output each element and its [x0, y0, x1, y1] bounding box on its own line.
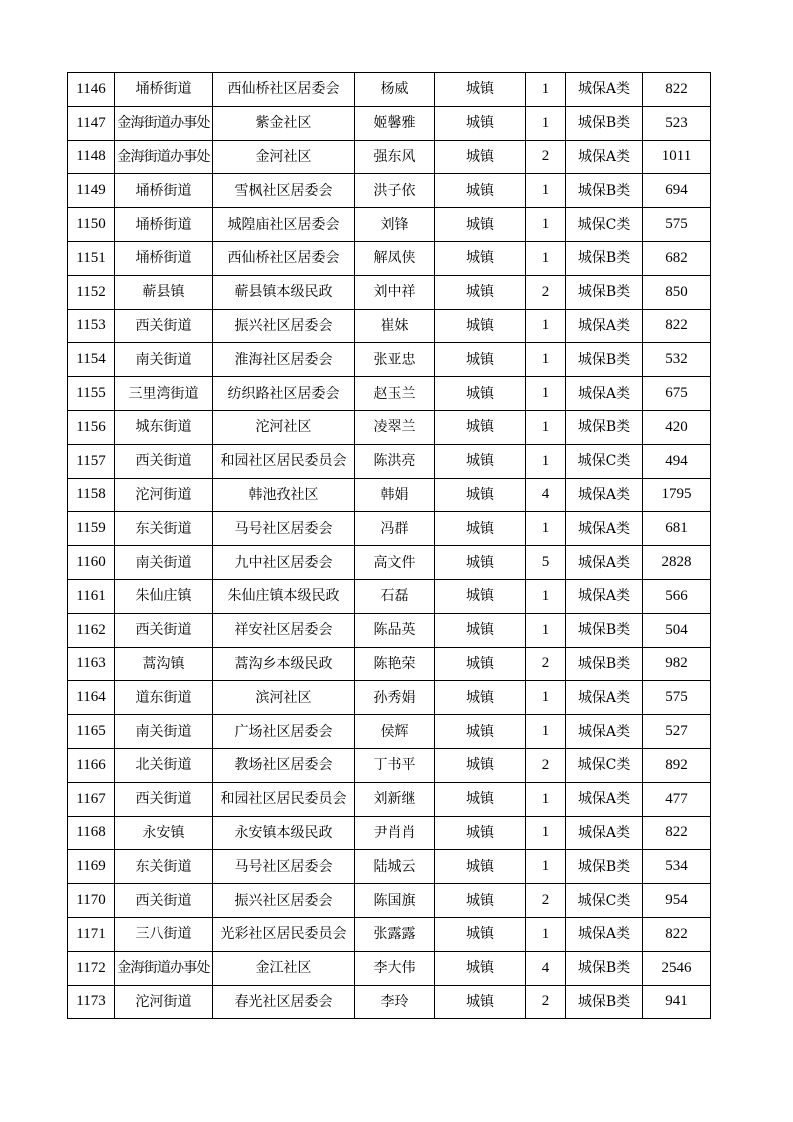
- community-cell: 纺织路社区居委会: [213, 377, 355, 411]
- household-type-cell: 城镇: [435, 951, 526, 985]
- community-cell: 光彩社区居民委员会: [213, 917, 355, 951]
- household-size-cell: 1: [526, 377, 566, 411]
- table-row: [68, 884, 711, 918]
- insurance-category-cell: 城保C类: [566, 748, 643, 782]
- table-row: [68, 647, 711, 681]
- recipient-name-cell: 崔妹: [355, 309, 435, 343]
- insurance-category-cell: 城保C类: [566, 208, 643, 242]
- household-size-cell: 1: [526, 512, 566, 546]
- relief-roster-table: [67, 72, 711, 1019]
- recipient-name-cell: 高文件: [355, 546, 435, 580]
- subdistrict-cell: 南关街道: [115, 546, 213, 580]
- insurance-category-cell: 城保A类: [566, 715, 643, 749]
- table-row: [68, 985, 711, 1019]
- community-cell: 城隍庙社区居委会: [213, 208, 355, 242]
- insurance-category-cell: 城保B类: [566, 241, 643, 275]
- household-size-cell: 2: [526, 140, 566, 174]
- amount-cell: 523: [643, 106, 711, 140]
- household-size-cell: 1: [526, 73, 566, 107]
- recipient-name-cell: 李大伟: [355, 951, 435, 985]
- subdistrict-cell: 道东街道: [115, 681, 213, 715]
- household-size-cell: 1: [526, 579, 566, 613]
- community-cell: 朱仙庄镇本级民政: [213, 579, 355, 613]
- table-row: [68, 850, 711, 884]
- row-number-cell: 1159: [68, 512, 115, 546]
- subdistrict-cell: 三八街道: [115, 917, 213, 951]
- household-size-cell: 1: [526, 410, 566, 444]
- insurance-category-cell: 城保B类: [566, 613, 643, 647]
- recipient-name-cell: 刘锋: [355, 208, 435, 242]
- amount-cell: 534: [643, 850, 711, 884]
- table-row: [68, 681, 711, 715]
- subdistrict-cell: 西关街道: [115, 444, 213, 478]
- community-cell: 雪枫社区居委会: [213, 174, 355, 208]
- subdistrict-cell: 埇桥街道: [115, 73, 213, 107]
- subdistrict-cell: 金海街道办事处: [115, 140, 213, 174]
- table-row: [68, 546, 711, 580]
- insurance-category-cell: 城保B类: [566, 106, 643, 140]
- row-number-cell: 1147: [68, 106, 115, 140]
- recipient-name-cell: 陈品英: [355, 613, 435, 647]
- table-row: [68, 140, 711, 174]
- household-type-cell: 城镇: [435, 343, 526, 377]
- household-type-cell: 城镇: [435, 579, 526, 613]
- table-row: [68, 241, 711, 275]
- subdistrict-cell: 西关街道: [115, 782, 213, 816]
- table-row: [68, 73, 711, 107]
- row-number-cell: 1160: [68, 546, 115, 580]
- household-size-cell: 1: [526, 816, 566, 850]
- community-cell: 沱河社区: [213, 410, 355, 444]
- recipient-name-cell: 冯群: [355, 512, 435, 546]
- subdistrict-cell: 埇桥街道: [115, 241, 213, 275]
- community-cell: 滨河社区: [213, 681, 355, 715]
- subdistrict-cell: 朱仙庄镇: [115, 579, 213, 613]
- table-row: [68, 715, 711, 749]
- recipient-name-cell: 杨威: [355, 73, 435, 107]
- household-size-cell: 1: [526, 850, 566, 884]
- table-row: [68, 343, 711, 377]
- table-row: [68, 816, 711, 850]
- subdistrict-cell: 城东街道: [115, 410, 213, 444]
- recipient-name-cell: 解凤侠: [355, 241, 435, 275]
- subdistrict-cell: 蒿沟镇: [115, 647, 213, 681]
- row-number-cell: 1166: [68, 748, 115, 782]
- subdistrict-cell: 东关街道: [115, 512, 213, 546]
- recipient-name-cell: 尹肖肖: [355, 816, 435, 850]
- community-cell: 和园社区居民委员会: [213, 782, 355, 816]
- community-cell: 振兴社区居委会: [213, 884, 355, 918]
- household-type-cell: 城镇: [435, 782, 526, 816]
- insurance-category-cell: 城保A类: [566, 546, 643, 580]
- row-number-cell: 1151: [68, 241, 115, 275]
- household-type-cell: 城镇: [435, 73, 526, 107]
- insurance-category-cell: 城保B类: [566, 275, 643, 309]
- insurance-category-cell: 城保A类: [566, 579, 643, 613]
- community-cell: 九中社区居委会: [213, 546, 355, 580]
- household-type-cell: 城镇: [435, 309, 526, 343]
- recipient-name-cell: 姬馨雅: [355, 106, 435, 140]
- household-size-cell: 1: [526, 208, 566, 242]
- row-number-cell: 1146: [68, 73, 115, 107]
- community-cell: 蕲县镇本级民政: [213, 275, 355, 309]
- row-number-cell: 1149: [68, 174, 115, 208]
- household-size-cell: 1: [526, 613, 566, 647]
- household-type-cell: 城镇: [435, 174, 526, 208]
- household-size-cell: 1: [526, 681, 566, 715]
- amount-cell: 2546: [643, 951, 711, 985]
- community-cell: 蒿沟乡本级民政: [213, 647, 355, 681]
- household-type-cell: 城镇: [435, 275, 526, 309]
- community-cell: 马号社区居委会: [213, 512, 355, 546]
- row-number-cell: 1168: [68, 816, 115, 850]
- table-row: [68, 309, 711, 343]
- table-row: [68, 174, 711, 208]
- community-cell: 春光社区居委会: [213, 985, 355, 1019]
- insurance-category-cell: 城保A类: [566, 816, 643, 850]
- row-number-cell: 1163: [68, 647, 115, 681]
- subdistrict-cell: 埇桥街道: [115, 208, 213, 242]
- household-type-cell: 城镇: [435, 377, 526, 411]
- insurance-category-cell: 城保B类: [566, 985, 643, 1019]
- subdistrict-cell: 埇桥街道: [115, 174, 213, 208]
- community-cell: 西仙桥社区居委会: [213, 73, 355, 107]
- subdistrict-cell: 金海街道办事处: [115, 106, 213, 140]
- insurance-category-cell: 城保C类: [566, 884, 643, 918]
- household-type-cell: 城镇: [435, 985, 526, 1019]
- row-number-cell: 1167: [68, 782, 115, 816]
- table-row: [68, 478, 711, 512]
- household-size-cell: 1: [526, 106, 566, 140]
- household-type-cell: 城镇: [435, 850, 526, 884]
- household-size-cell: 1: [526, 917, 566, 951]
- community-cell: 永安镇本级民政: [213, 816, 355, 850]
- insurance-category-cell: 城保B类: [566, 343, 643, 377]
- subdistrict-cell: 永安镇: [115, 816, 213, 850]
- amount-cell: 675: [643, 377, 711, 411]
- subdistrict-cell: 蕲县镇: [115, 275, 213, 309]
- household-size-cell: 1: [526, 174, 566, 208]
- household-size-cell: 5: [526, 546, 566, 580]
- insurance-category-cell: 城保B类: [566, 174, 643, 208]
- subdistrict-cell: 沱河街道: [115, 478, 213, 512]
- recipient-name-cell: 张亚忠: [355, 343, 435, 377]
- recipient-name-cell: 李玲: [355, 985, 435, 1019]
- subdistrict-cell: 北关街道: [115, 748, 213, 782]
- recipient-name-cell: 侯辉: [355, 715, 435, 749]
- household-type-cell: 城镇: [435, 681, 526, 715]
- amount-cell: 822: [643, 917, 711, 951]
- amount-cell: 1011: [643, 140, 711, 174]
- community-cell: 振兴社区居委会: [213, 309, 355, 343]
- row-number-cell: 1170: [68, 884, 115, 918]
- recipient-name-cell: 洪子依: [355, 174, 435, 208]
- community-cell: 金河社区: [213, 140, 355, 174]
- row-number-cell: 1154: [68, 343, 115, 377]
- amount-cell: 850: [643, 275, 711, 309]
- amount-cell: 575: [643, 681, 711, 715]
- household-size-cell: 1: [526, 309, 566, 343]
- amount-cell: 575: [643, 208, 711, 242]
- table-row: [68, 613, 711, 647]
- recipient-name-cell: 陈国旗: [355, 884, 435, 918]
- household-size-cell: 1: [526, 715, 566, 749]
- row-number-cell: 1152: [68, 275, 115, 309]
- household-type-cell: 城镇: [435, 208, 526, 242]
- recipient-name-cell: 刘中祥: [355, 275, 435, 309]
- amount-cell: 681: [643, 512, 711, 546]
- insurance-category-cell: 城保A类: [566, 377, 643, 411]
- recipient-name-cell: 陈洪亮: [355, 444, 435, 478]
- amount-cell: 527: [643, 715, 711, 749]
- table-row: [68, 782, 711, 816]
- household-type-cell: 城镇: [435, 106, 526, 140]
- household-type-cell: 城镇: [435, 140, 526, 174]
- subdistrict-cell: 沱河街道: [115, 985, 213, 1019]
- household-type-cell: 城镇: [435, 884, 526, 918]
- row-number-cell: 1158: [68, 478, 115, 512]
- row-number-cell: 1171: [68, 917, 115, 951]
- community-cell: 金江社区: [213, 951, 355, 985]
- household-type-cell: 城镇: [435, 748, 526, 782]
- recipient-name-cell: 凌翠兰: [355, 410, 435, 444]
- community-cell: 教场社区居委会: [213, 748, 355, 782]
- insurance-category-cell: 城保B类: [566, 647, 643, 681]
- row-number-cell: 1169: [68, 850, 115, 884]
- amount-cell: 1795: [643, 478, 711, 512]
- household-type-cell: 城镇: [435, 647, 526, 681]
- table-row: [68, 377, 711, 411]
- household-size-cell: 2: [526, 884, 566, 918]
- household-type-cell: 城镇: [435, 613, 526, 647]
- insurance-category-cell: 城保A类: [566, 140, 643, 174]
- community-cell: 紫金社区: [213, 106, 355, 140]
- amount-cell: 566: [643, 579, 711, 613]
- row-number-cell: 1173: [68, 985, 115, 1019]
- subdistrict-cell: 西关街道: [115, 613, 213, 647]
- table-row: [68, 275, 711, 309]
- amount-cell: 941: [643, 985, 711, 1019]
- insurance-category-cell: 城保C类: [566, 444, 643, 478]
- amount-cell: 494: [643, 444, 711, 478]
- table-row: [68, 748, 711, 782]
- amount-cell: 694: [643, 174, 711, 208]
- community-cell: 马号社区居委会: [213, 850, 355, 884]
- household-size-cell: 2: [526, 748, 566, 782]
- amount-cell: 822: [643, 73, 711, 107]
- household-size-cell: 2: [526, 985, 566, 1019]
- insurance-category-cell: 城保A类: [566, 73, 643, 107]
- insurance-category-cell: 城保A类: [566, 917, 643, 951]
- amount-cell: 504: [643, 613, 711, 647]
- row-number-cell: 1153: [68, 309, 115, 343]
- insurance-category-cell: 城保A类: [566, 309, 643, 343]
- household-type-cell: 城镇: [435, 410, 526, 444]
- household-type-cell: 城镇: [435, 512, 526, 546]
- row-number-cell: 1156: [68, 410, 115, 444]
- insurance-category-cell: 城保A类: [566, 782, 643, 816]
- table-row: [68, 106, 711, 140]
- insurance-category-cell: 城保B类: [566, 951, 643, 985]
- amount-cell: 682: [643, 241, 711, 275]
- table-row: [68, 512, 711, 546]
- row-number-cell: 1157: [68, 444, 115, 478]
- household-size-cell: 2: [526, 275, 566, 309]
- recipient-name-cell: 陆城云: [355, 850, 435, 884]
- household-type-cell: 城镇: [435, 816, 526, 850]
- table-row: [68, 208, 711, 242]
- household-type-cell: 城镇: [435, 444, 526, 478]
- table-row: [68, 444, 711, 478]
- household-size-cell: 1: [526, 782, 566, 816]
- amount-cell: 477: [643, 782, 711, 816]
- amount-cell: 822: [643, 309, 711, 343]
- household-type-cell: 城镇: [435, 917, 526, 951]
- household-size-cell: 4: [526, 478, 566, 512]
- recipient-name-cell: 石磊: [355, 579, 435, 613]
- subdistrict-cell: 三里湾街道: [115, 377, 213, 411]
- community-cell: 西仙桥社区居委会: [213, 241, 355, 275]
- recipient-name-cell: 陈艳荣: [355, 647, 435, 681]
- amount-cell: 532: [643, 343, 711, 377]
- insurance-category-cell: 城保A类: [566, 478, 643, 512]
- amount-cell: 982: [643, 647, 711, 681]
- community-cell: 淮海社区居委会: [213, 343, 355, 377]
- household-size-cell: 1: [526, 241, 566, 275]
- household-size-cell: 1: [526, 343, 566, 377]
- community-cell: 广场社区居委会: [213, 715, 355, 749]
- recipient-name-cell: 强东风: [355, 140, 435, 174]
- row-number-cell: 1155: [68, 377, 115, 411]
- subdistrict-cell: 南关街道: [115, 715, 213, 749]
- insurance-category-cell: 城保B类: [566, 410, 643, 444]
- recipient-name-cell: 赵玉兰: [355, 377, 435, 411]
- insurance-category-cell: 城保A类: [566, 681, 643, 715]
- row-number-cell: 1148: [68, 140, 115, 174]
- insurance-category-cell: 城保B类: [566, 850, 643, 884]
- subdistrict-cell: 东关街道: [115, 850, 213, 884]
- household-type-cell: 城镇: [435, 241, 526, 275]
- recipient-name-cell: 韩娟: [355, 478, 435, 512]
- amount-cell: 822: [643, 816, 711, 850]
- amount-cell: 2828: [643, 546, 711, 580]
- row-number-cell: 1164: [68, 681, 115, 715]
- subdistrict-cell: 西关街道: [115, 884, 213, 918]
- community-cell: 和园社区居民委员会: [213, 444, 355, 478]
- row-number-cell: 1162: [68, 613, 115, 647]
- recipient-name-cell: 刘新继: [355, 782, 435, 816]
- table-row: [68, 951, 711, 985]
- subdistrict-cell: 西关街道: [115, 309, 213, 343]
- recipient-name-cell: 孙秀娟: [355, 681, 435, 715]
- recipient-name-cell: 丁书平: [355, 748, 435, 782]
- household-type-cell: 城镇: [435, 715, 526, 749]
- row-number-cell: 1150: [68, 208, 115, 242]
- subdistrict-cell: 金海街道办事处: [115, 951, 213, 985]
- amount-cell: 892: [643, 748, 711, 782]
- recipient-name-cell: 张露露: [355, 917, 435, 951]
- row-number-cell: 1172: [68, 951, 115, 985]
- household-size-cell: 2: [526, 647, 566, 681]
- insurance-category-cell: 城保A类: [566, 512, 643, 546]
- table-row: [68, 579, 711, 613]
- amount-cell: 420: [643, 410, 711, 444]
- table-row: [68, 410, 711, 444]
- community-cell: 韩池孜社区: [213, 478, 355, 512]
- amount-cell: 954: [643, 884, 711, 918]
- table-row: [68, 917, 711, 951]
- community-cell: 祥安社区居委会: [213, 613, 355, 647]
- row-number-cell: 1161: [68, 579, 115, 613]
- household-type-cell: 城镇: [435, 546, 526, 580]
- row-number-cell: 1165: [68, 715, 115, 749]
- household-type-cell: 城镇: [435, 478, 526, 512]
- household-size-cell: 4: [526, 951, 566, 985]
- subdistrict-cell: 南关街道: [115, 343, 213, 377]
- household-size-cell: 1: [526, 444, 566, 478]
